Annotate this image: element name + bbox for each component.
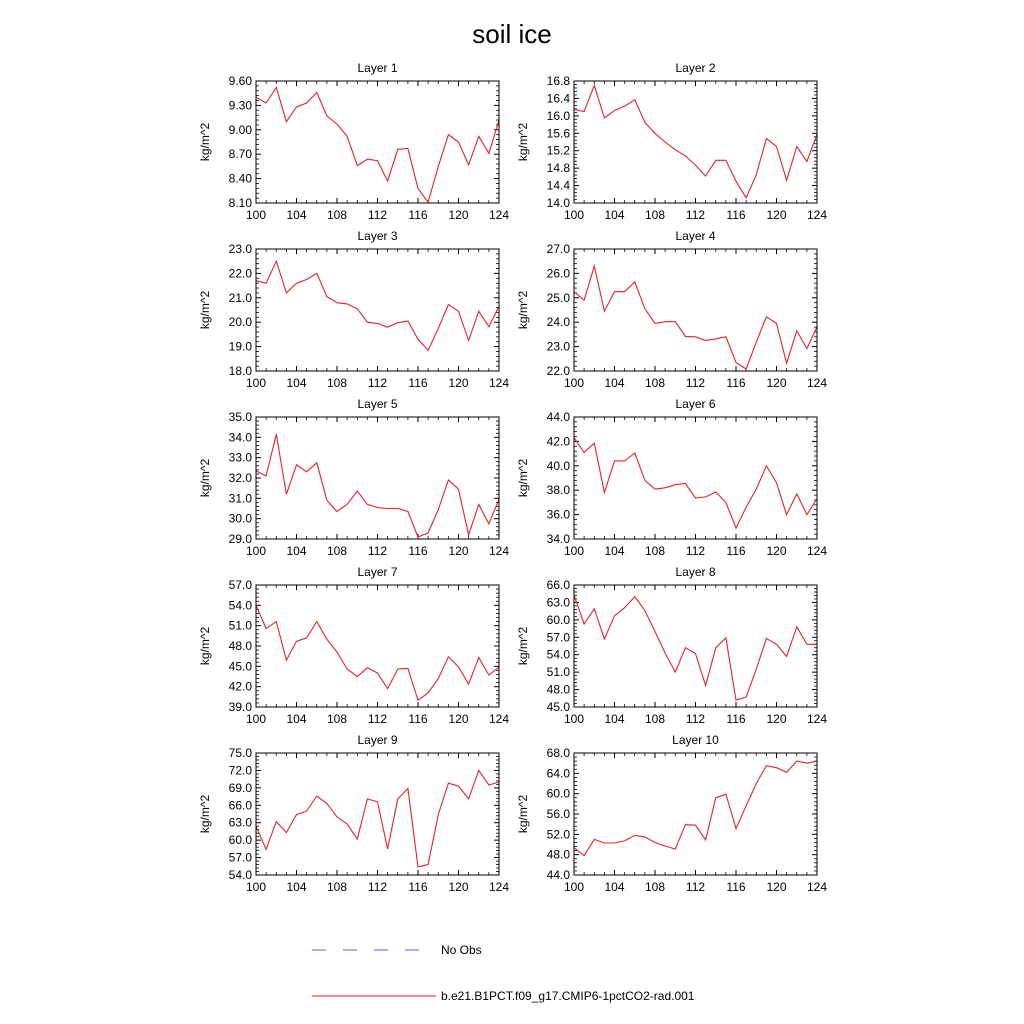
x-tick-label: 116 [726,376,746,390]
x-tick-label: 108 [326,544,348,558]
y-tick-label: 54.0 [228,598,252,613]
panel-title: Layer 8 [675,565,716,579]
x-tick-label: 116 [726,880,746,894]
y-axis-label: kg/m^2 [198,794,212,834]
y-axis-label: kg/m^2 [516,290,530,330]
y-tick-label: 56.0 [546,807,570,821]
y-axis-label: kg/m^2 [516,626,530,666]
x-tick-label: 124 [488,712,510,726]
x-tick-label: 116 [726,544,746,558]
y-tick-label: 29.0 [228,532,252,546]
x-tick-label: 112 [367,208,388,222]
y-tick-label: 30.0 [228,511,252,526]
x-tick-label: 108 [326,712,348,726]
panel-title: Layer 9 [357,733,398,747]
x-tick-label: 116 [408,880,428,894]
panel-title: Layer 5 [357,397,398,411]
y-tick-label: 38.0 [546,483,570,498]
x-tick-label: 112 [367,376,388,390]
y-tick-label: 20.0 [228,315,252,330]
y-tick-label: 42.0 [228,679,252,694]
panel-title: Layer 10 [672,733,719,747]
series-line [574,761,817,856]
x-tick-label: 124 [488,880,510,894]
x-tick-label: 104 [604,712,625,726]
x-tick-label: 100 [245,208,267,222]
y-axis-label: kg/m^2 [198,290,212,330]
x-tick-label: 120 [766,712,787,726]
y-tick-label: 16.4 [546,91,570,106]
y-tick-label: 44.0 [546,410,570,424]
y-tick-label: 45.0 [546,700,570,714]
y-tick-label: 8.70 [228,147,252,162]
plot-frame [256,249,499,371]
y-tick-label: 54.0 [546,647,570,662]
x-tick-label: 124 [806,376,828,390]
x-tick-label: 124 [488,544,510,558]
y-axis-label: kg/m^2 [198,626,212,666]
y-tick-label: 69.0 [228,780,252,795]
x-tick-label: 108 [644,208,666,222]
series-line [256,605,499,700]
x-tick-label: 120 [448,880,469,894]
y-tick-label: 57.0 [546,630,570,645]
x-tick-label: 120 [448,208,469,222]
x-tick-label: 100 [563,880,585,894]
x-tick-label: 124 [488,208,510,222]
y-tick-label: 63.0 [228,815,252,830]
x-tick-label: 108 [644,376,666,390]
panel-title: Layer 4 [675,229,716,243]
y-tick-label: 60.0 [228,833,252,848]
panel-layer-9 [198,733,509,894]
y-tick-label: 60.0 [546,786,570,801]
y-tick-label: 63.0 [546,595,570,610]
x-tick-label: 120 [448,376,469,390]
y-tick-label: 39.0 [228,700,252,714]
x-tick-label: 124 [806,544,828,558]
y-tick-label: 27.0 [546,242,570,256]
y-tick-label: 60.0 [546,612,570,627]
panel-layer-10 [516,733,827,894]
y-tick-label: 44.0 [546,868,570,882]
y-tick-label: 66.0 [546,578,570,592]
x-tick-label: 116 [408,376,428,390]
x-tick-label: 120 [766,880,787,894]
plot-frame [574,81,817,203]
x-tick-label: 112 [367,880,388,894]
x-tick-label: 116 [408,712,428,726]
x-tick-label: 108 [644,544,666,558]
y-tick-label: 64.0 [546,766,570,781]
y-tick-label: 23.0 [228,242,252,256]
panel-layer-8 [516,565,827,726]
series-line [574,266,817,369]
panel-layer-2 [516,61,827,222]
y-tick-label: 23.0 [546,339,570,354]
panel-layer-5 [198,397,509,558]
x-tick-label: 116 [726,208,746,222]
x-tick-label: 124 [806,880,828,894]
y-tick-label: 14.0 [546,196,570,210]
y-tick-label: 9.30 [228,98,252,113]
y-tick-label: 14.4 [546,178,570,193]
x-tick-label: 120 [766,376,787,390]
panels [198,61,827,894]
x-tick-label: 112 [685,376,706,390]
series-line [256,434,499,537]
x-tick-label: 112 [685,544,706,558]
x-tick-label: 108 [326,880,348,894]
legend-no-obs-label: No Obs [441,943,482,957]
x-tick-label: 104 [604,376,625,390]
panel-title: Layer 7 [357,565,398,579]
x-tick-label: 108 [326,208,348,222]
y-tick-label: 31.0 [228,491,252,506]
x-tick-label: 116 [408,208,428,222]
y-tick-label: 15.6 [546,126,570,141]
series-line [574,438,817,528]
series-line [256,88,499,203]
y-tick-label: 18.0 [228,364,252,378]
x-tick-label: 108 [326,376,348,390]
x-tick-label: 104 [286,880,307,894]
y-tick-label: 72.0 [228,763,252,778]
panel-layer-7 [198,565,509,726]
y-tick-label: 68.0 [546,746,570,760]
panel-title: Layer 6 [675,397,716,411]
y-tick-label: 14.8 [546,161,570,176]
y-tick-label: 22.0 [546,364,570,378]
y-tick-label: 8.10 [228,196,252,210]
x-tick-label: 108 [644,712,666,726]
y-tick-label: 9.60 [228,74,252,88]
legend [312,943,695,1003]
series-line [256,770,499,867]
series-line [574,85,817,197]
panel-layer-1 [198,61,509,222]
x-tick-label: 112 [685,712,706,726]
y-tick-label: 51.0 [228,618,252,633]
y-tick-label: 33.0 [228,450,252,465]
y-tick-label: 25.0 [546,290,570,305]
x-tick-label: 112 [685,880,706,894]
x-tick-label: 100 [245,880,267,894]
y-axis-label: kg/m^2 [516,794,530,834]
y-tick-label: 9.00 [228,122,252,137]
y-tick-label: 48.0 [228,639,252,653]
x-tick-label: 104 [286,544,307,558]
panel-layer-3 [198,229,509,390]
panel-title: Layer 1 [357,61,398,75]
x-tick-label: 100 [563,208,585,222]
y-tick-label: 26.0 [546,266,570,281]
panel-layer-6 [516,397,827,558]
x-tick-label: 112 [685,208,706,222]
x-tick-label: 104 [604,208,625,222]
y-axis-label: kg/m^2 [516,122,530,162]
y-tick-label: 19.0 [228,339,252,354]
x-tick-label: 112 [367,712,388,726]
legend-model-label: b.e21.B1PCT.f09_g17.CMIP6-1pctCO2-rad.001 [441,989,695,1003]
x-tick-label: 104 [286,376,307,390]
y-tick-label: 48.0 [546,847,570,862]
y-axis-label: kg/m^2 [516,458,530,498]
plot-frame [256,81,499,203]
plot-frame [574,585,817,707]
series-line [256,261,499,350]
x-tick-label: 116 [408,544,428,558]
panel-layer-4 [516,229,827,390]
y-tick-label: 57.0 [228,578,252,592]
x-tick-label: 124 [488,376,510,390]
y-tick-label: 48.0 [546,682,570,697]
y-tick-label: 35.0 [228,410,252,424]
x-tick-label: 124 [806,208,828,222]
y-tick-label: 42.0 [546,434,570,449]
x-tick-label: 100 [245,376,267,390]
series-line [574,595,817,700]
y-tick-label: 34.0 [546,532,570,546]
x-tick-label: 104 [286,712,307,726]
y-tick-label: 32.0 [228,471,252,485]
y-tick-label: 52.0 [546,827,570,842]
y-tick-label: 54.0 [228,868,252,882]
y-axis-label: kg/m^2 [198,458,212,498]
x-tick-label: 100 [563,712,585,726]
x-tick-label: 108 [644,880,666,894]
panel-title: Layer 2 [675,61,716,75]
x-tick-label: 104 [286,208,307,222]
x-tick-label: 124 [806,712,828,726]
y-tick-label: 8.40 [228,171,252,186]
y-tick-label: 40.0 [546,458,570,473]
y-tick-label: 36.0 [546,507,570,522]
x-tick-label: 120 [448,544,469,558]
y-tick-label: 16.0 [546,108,570,123]
x-tick-label: 120 [448,712,469,726]
y-axis-label: kg/m^2 [198,122,212,162]
y-tick-label: 16.8 [546,74,570,88]
x-tick-label: 100 [245,712,267,726]
x-tick-label: 120 [766,208,787,222]
y-tick-label: 15.2 [546,143,570,158]
y-tick-label: 66.0 [228,798,252,813]
x-tick-label: 104 [604,880,625,894]
figure-title: soil ice [472,19,552,49]
x-tick-label: 120 [766,544,787,558]
y-tick-label: 57.0 [228,850,252,865]
x-tick-label: 104 [604,544,625,558]
x-tick-label: 100 [563,376,585,390]
plot-frame [256,753,499,875]
plot-frame [574,417,817,539]
x-tick-label: 112 [367,544,388,558]
x-tick-label: 100 [563,544,585,558]
y-tick-label: 75.0 [228,746,252,760]
y-tick-label: 34.0 [228,430,252,445]
x-tick-label: 116 [726,712,746,726]
y-tick-label: 51.0 [546,665,570,680]
y-tick-label: 24.0 [546,315,570,330]
plot-frame [256,585,499,707]
x-tick-label: 100 [245,544,267,558]
panel-title: Layer 3 [357,229,398,243]
plot-frame [574,249,817,371]
plot-frame [574,753,817,875]
y-tick-label: 22.0 [228,266,252,281]
y-tick-label: 45.0 [228,659,252,674]
y-tick-label: 21.0 [228,290,252,305]
